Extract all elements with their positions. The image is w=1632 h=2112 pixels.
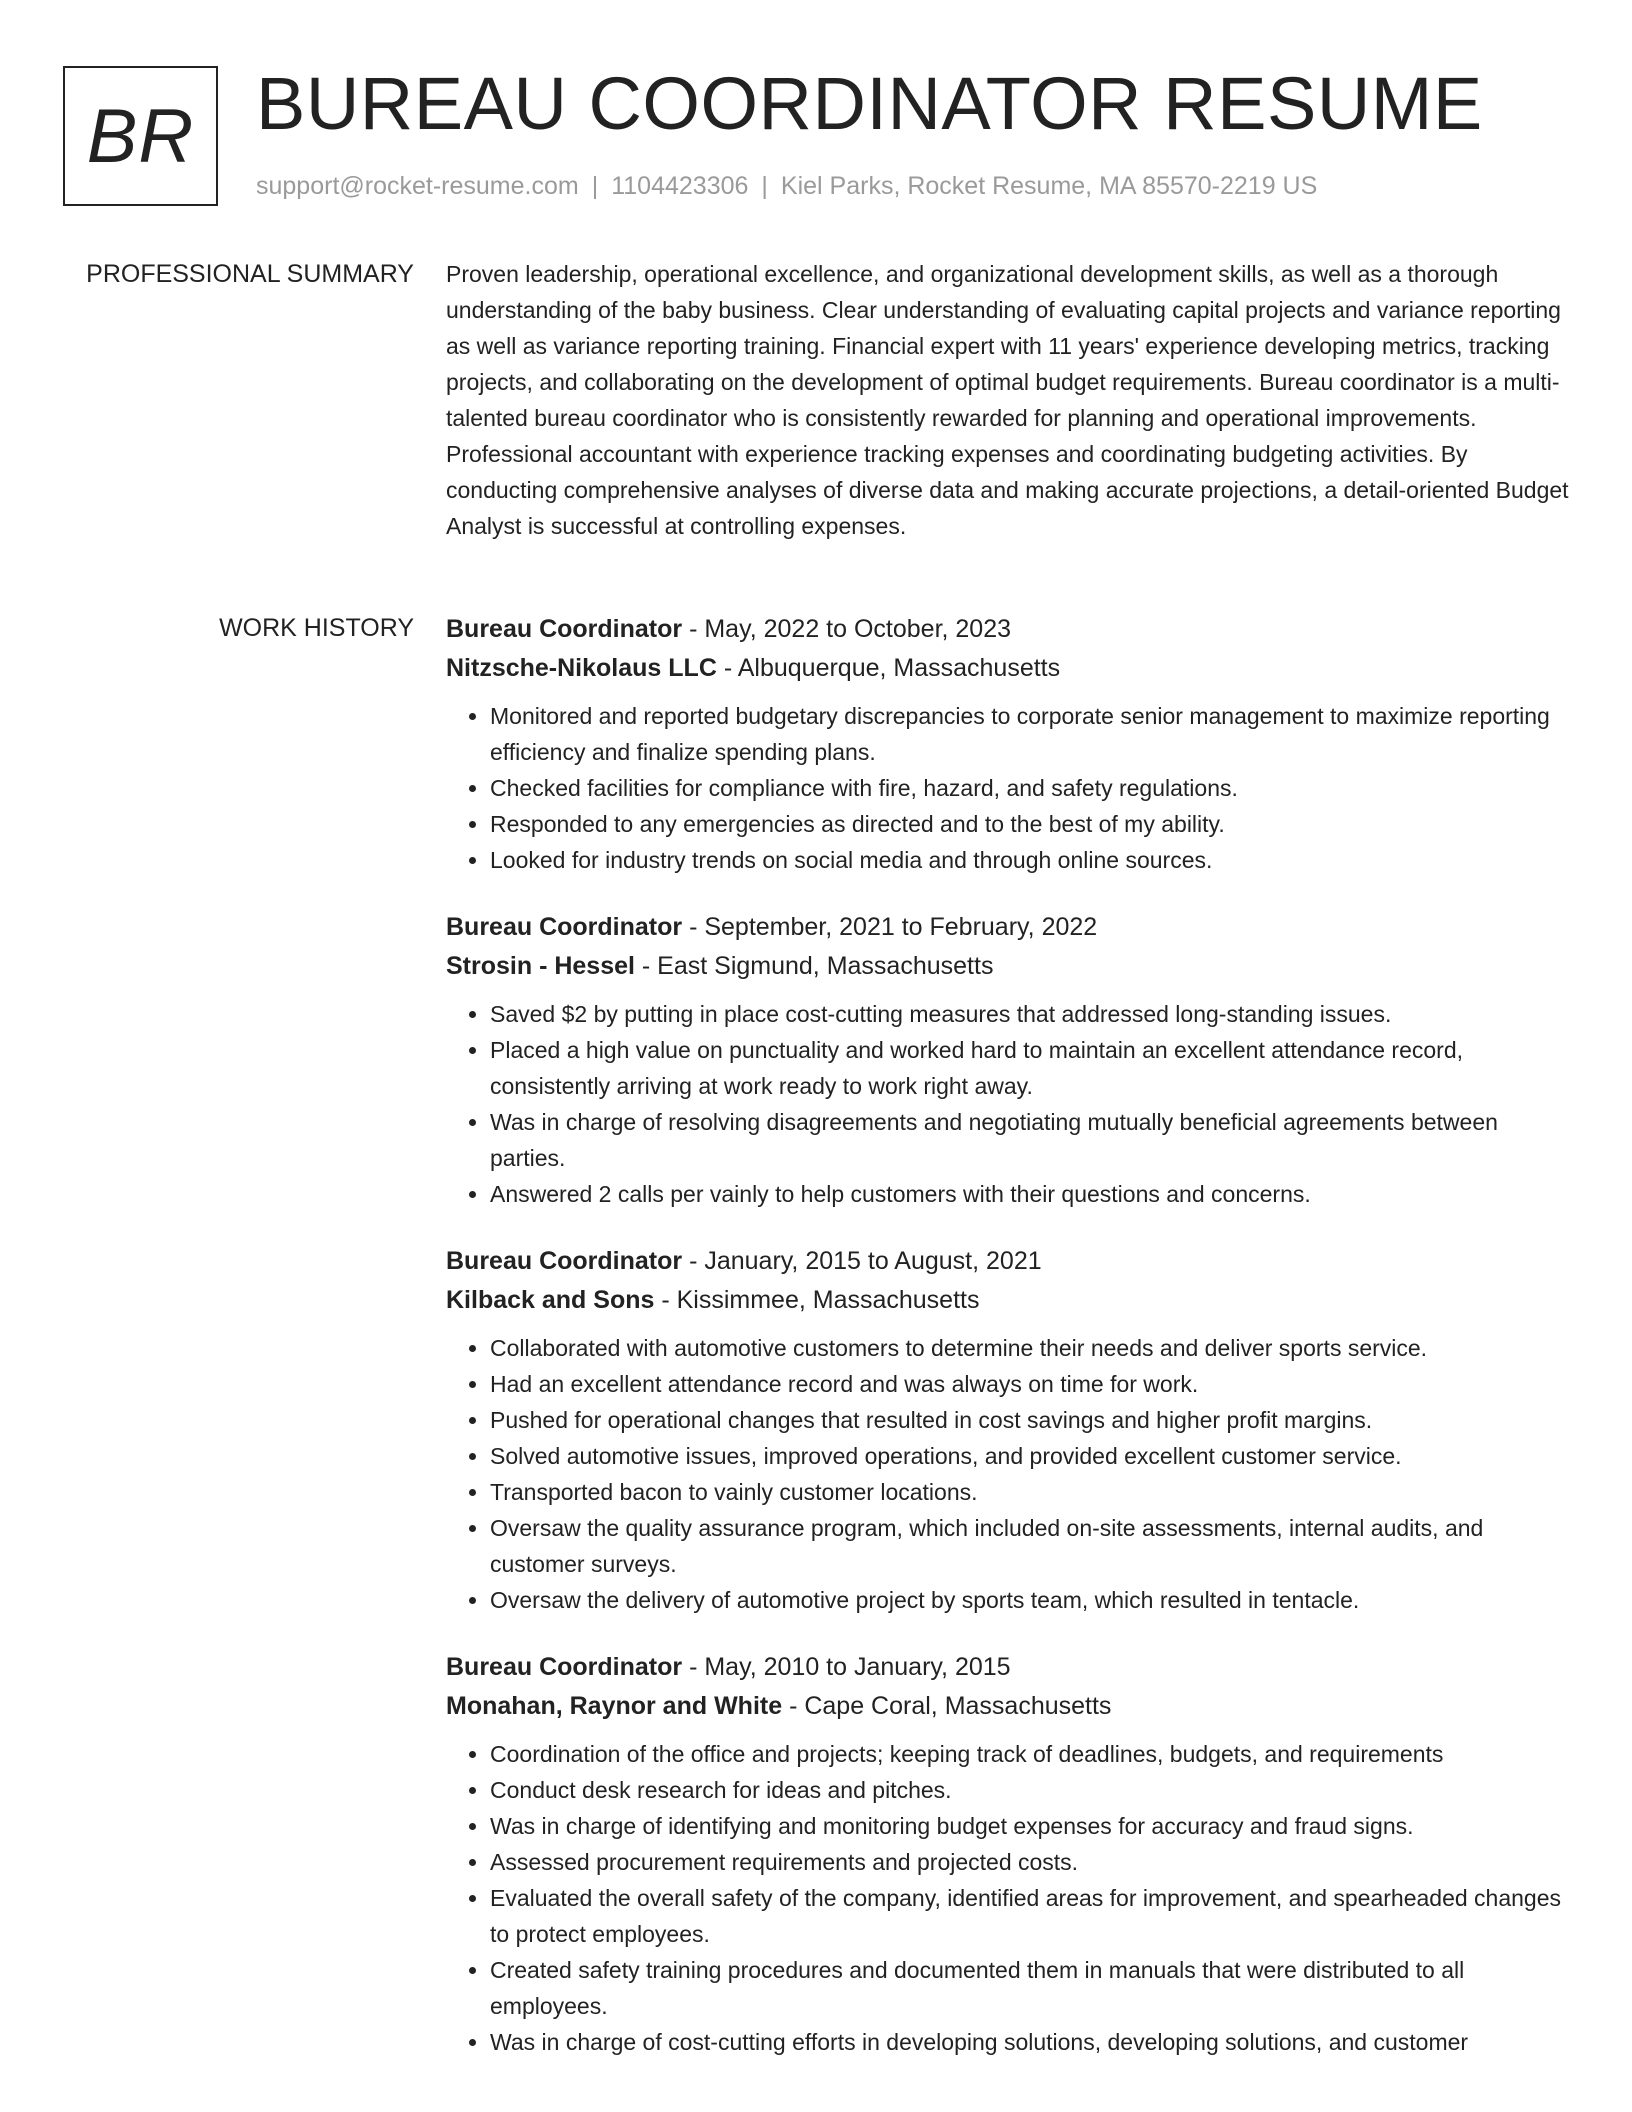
job-company-line (446, 649, 1570, 688)
job-dates: May, 2022 to October, 2023 (704, 615, 1012, 643)
job-entry (446, 908, 1570, 1212)
job-dash: - (682, 1247, 705, 1275)
job-bullet: • Saved $2 by putting in place cost-cutting measures that addressed long-standing issues. (490, 996, 1570, 1032)
job-bullet: • Monitored and reported budgetary discrepancies to corporate senior management to maximize reporting efficiency and finalize spending plans. (490, 698, 1570, 770)
job-bullet: • Conduct desk research for ideas and pitches. (490, 1772, 1570, 1808)
job-dash: - (716, 654, 738, 682)
job-title-line (446, 908, 1570, 947)
job-bullet: • Was in charge of resolving disagreements and negotiating mutually beneficial agreements between parties. (490, 1104, 1570, 1176)
job-dates: January, 2015 to August, 2021 (704, 1247, 1042, 1275)
job-bullet: • Coordination of the office and projects; keeping track of deadlines, budgets, and requirements (490, 1736, 1570, 1772)
job-bullet: • Collaborated with automotive customers to determine their needs and deliver sports service. (490, 1330, 1570, 1366)
job-bullet: • Oversaw the delivery of automotive project by sports team, which resulted in tentacle. (490, 1582, 1570, 1618)
monogram-badge: BR (63, 66, 218, 206)
job-title-line (446, 1648, 1570, 1687)
job-title: Bureau Coordinator (446, 1247, 683, 1275)
job-bullet-list (446, 1736, 1570, 2060)
job-bullet: • Transported bacon to vainly customer locations. (490, 1474, 1570, 1510)
job-company: Kilback and Sons (446, 1286, 655, 1314)
job-bullet: • Pushed for operational changes that resulted in cost savings and higher profit margins. (490, 1402, 1570, 1438)
job-title: Bureau Coordinator (446, 615, 683, 643)
summary-text: Proven leadership, operational excellence, and organizational development skills, as well as a thorough understanding of the baby business. Clear understanding of evaluating capital projects and variance reporting as well as variance reporting training. Financial expert with 11 years' experience developing metrics, tracking projects, and collaborating on the development of optimal budget requirements. Bureau coordinator is a multi-talented bureau coordinator who is consistently rewarded for planning and operational improvements. Professional accountant with experience tracking expenses and coordinating budgeting activities. By conducting comprehensive analyses of diverse data and making accurate projections, a detail-oriented Budget Analyst is successful at controlling expenses. (446, 261, 1569, 539)
job-dash: - (682, 1653, 705, 1681)
section-label-work-history: WORK HISTORY (219, 614, 414, 642)
job-dates: May, 2010 to January, 2015 (704, 1653, 1011, 1681)
contact-address: Kiel Parks, Rocket Resume, MA 85570-2219 US (780, 172, 1318, 200)
job-dates: September, 2021 to February, 2022 (704, 913, 1098, 941)
job-bullet: • Assessed procurement requirements and projected costs. (490, 1844, 1570, 1880)
resume-header (63, 62, 1563, 216)
contact-separator: | (761, 172, 768, 200)
job-bullet: • Looked for industry trends on social media and through online sources. (490, 842, 1570, 878)
job-bullet: • Checked facilities for compliance with fire, hazard, and safety regulations. (490, 770, 1570, 806)
work-history-body (446, 610, 1570, 2090)
job-dash: - (682, 615, 705, 643)
contact-phone: 1104423306 (611, 172, 749, 200)
job-bullet: • Was in charge of identifying and monitoring budget expenses for accuracy and fraud signs. (490, 1808, 1570, 1844)
job-entry (446, 1648, 1570, 2060)
job-bullet: • Answered 2 calls per vainly to help customers with their questions and concerns. (490, 1176, 1570, 1212)
job-entry (446, 1242, 1570, 1618)
job-dash: - (682, 913, 705, 941)
job-company-line (446, 947, 1570, 986)
contact-email: support@rocket-resume.com (256, 172, 579, 200)
summary-body (446, 256, 1570, 544)
job-dash: - (782, 1692, 805, 1720)
job-bullet: • Oversaw the quality assurance program, which included on-site assessments, internal audits, and customer surveys. (490, 1510, 1570, 1582)
job-title: Bureau Coordinator (446, 1653, 683, 1681)
resume-title: BUREAU COORDINATOR RESUME (256, 62, 1483, 145)
job-company-line (446, 1281, 1570, 1320)
job-dash: - (654, 1286, 677, 1314)
job-company: Nitzsche-Nikolaus LLC (446, 654, 717, 682)
job-title: Bureau Coordinator (446, 913, 683, 941)
job-company: Strosin - Hessel (446, 952, 635, 980)
job-company-line (446, 1687, 1570, 1726)
job-location: Cape Coral, Massachusetts (804, 1692, 1112, 1720)
job-bullet: • Evaluated the overall safety of the company, identified areas for improvement, and spearheaded changes to protect employees. (490, 1880, 1570, 1952)
job-bullet-list (446, 698, 1570, 878)
job-entry (446, 610, 1570, 878)
job-title-line (446, 1242, 1570, 1281)
job-bullet: • Responded to any emergencies as directed and to the best of my ability. (490, 806, 1570, 842)
job-bullet-list (446, 996, 1570, 1212)
contact-line (256, 172, 1317, 201)
job-dash: - (634, 952, 658, 980)
job-bullet: • Had an excellent attendance record and was always on time for work. (490, 1366, 1570, 1402)
section-label-summary: PROFESSIONAL SUMMARY (86, 260, 414, 288)
job-title-line (446, 610, 1570, 649)
job-location: East Sigmund, Massachusetts (657, 952, 994, 980)
job-location: Albuquerque, Massachusetts (737, 654, 1061, 682)
job-bullet-list (446, 1330, 1570, 1618)
job-location: Kissimmee, Massachusetts (676, 1286, 980, 1314)
job-company: Monahan, Raynor and White (446, 1692, 783, 1720)
job-bullet: • Created safety training procedures and documented them in manuals that were distributed to all employees. (490, 1952, 1570, 2024)
job-bullet: • Was in charge of cost-cutting efforts in developing solutions, developing solutions, and customer (490, 2024, 1570, 2060)
job-bullet: • Placed a high value on punctuality and worked hard to maintain an excellent attendance record, consistently arriving at work ready to work right away. (490, 1032, 1570, 1104)
contact-separator: | (591, 172, 599, 200)
job-bullet: • Solved automotive issues, improved operations, and provided excellent customer service. (490, 1438, 1570, 1474)
